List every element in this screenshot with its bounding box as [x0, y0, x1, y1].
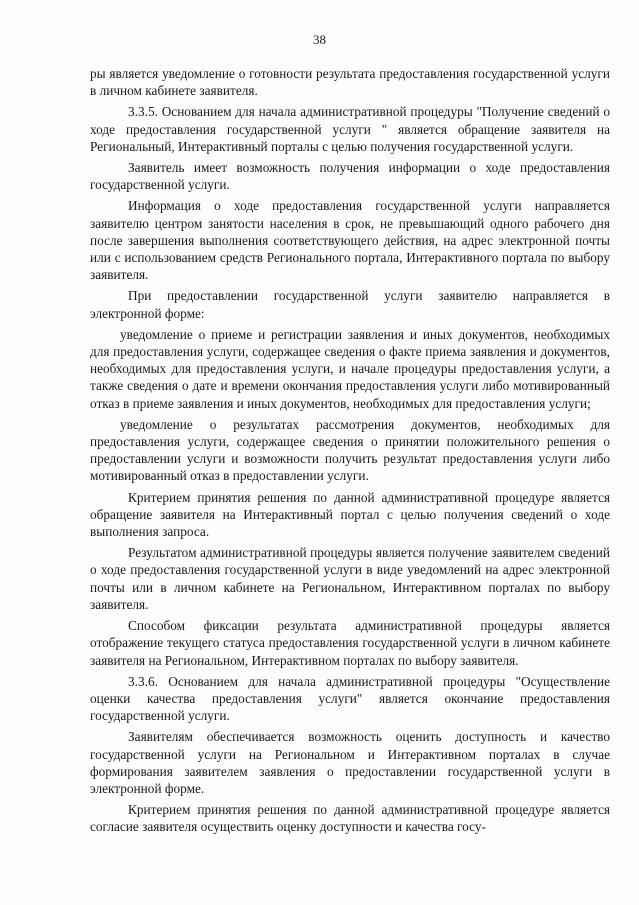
- paragraph: Информация о ходе предоставления государственной услуги направляется заявителю центром занятости населения в срок, не превышающий одного рабочего дня после завершения выполнения соответствующего действия, на адрес электронной почты или с использованием средств Регионального портала, Интерактивного портала по выбору заявителя.: [90, 198, 610, 283]
- page-number: 38: [313, 32, 326, 47]
- paragraph: Заявитель имеет возможность получения информации о ходе предоставления государственной услуги.: [90, 160, 610, 193]
- paragraph: Результатом административной процедуры является получение заявителем сведений о ходе предоставления государственной услуги в виде уведомлений на адрес электронной почты или в личном кабинете на Региональном, Интерактивном порталах по выбору заявителя.: [90, 545, 610, 612]
- paragraph: 3.3.5. Основанием для начала административной процедуры "Получение сведений о ходе предоставления государственной услуги " является обращение заявителя на Региональный, Интерактивный порталы с целью получения государственной услуги.: [90, 104, 610, 154]
- paragraph: Заявителям обеспечивается возможность оценить доступность и качество государственной услуги на Региональном и Интерактивном порталах в случае формирования заявителем заявления о предоставлении государственной услуги в электронной форме.: [90, 729, 610, 796]
- paragraph: Критерием принятия решения по данной административной процедуре является обращение заявителя на Интерактивный портал с целью получения сведений о ходе выполнения запроса.: [90, 489, 610, 540]
- document-body: [90, 65, 610, 840]
- paragraph: 3.3.6. Основанием для начала административной процедуры "Осуществление оценки качества предоставления услуги" является окончание предоставления государственной услуги.: [90, 673, 610, 724]
- paragraph: ры является уведомление о готовности результата предоставления государственной услуги в личном кабинете заявителя.: [90, 66, 610, 99]
- paragraph: При предоставлении государственной услуги заявителю направляется в электронной форме:: [90, 288, 610, 321]
- list-item: уведомление о приеме и регистрации заявления и иных документов, необходимых для предоставления услуги, содержащее сведения о факте приема заявления и документов, необходимых для предоставления услуги, и начале процедуры предоставления услуги, а также сведения о дате и времени окончания предоставления услуги либо мотивированный отказ в приеме заявления и иных документов, необходимых для предоставления услуги;: [90, 326, 610, 411]
- paragraph: Способом фиксации результата административной процедуры является отображение текущего статуса предоставления государственной услуги в личном кабинете заявителя на Региональном, Интерактивном порталах по выбору заявителя.: [90, 618, 610, 668]
- list-item: уведомление о результатах рассмотрения документов, необходимых для предоставления услуги, содержащее сведения о принятии положительного решения о предоставлении услуги и возможности получить результат предоставления услуги либо мотивированный отказ в предоставлении услуги.: [90, 416, 610, 484]
- paragraph: Критерием принятия решения по данной административной процедуре является согласие заявителя осуществить оценку доступности и качества госу-: [90, 802, 610, 835]
